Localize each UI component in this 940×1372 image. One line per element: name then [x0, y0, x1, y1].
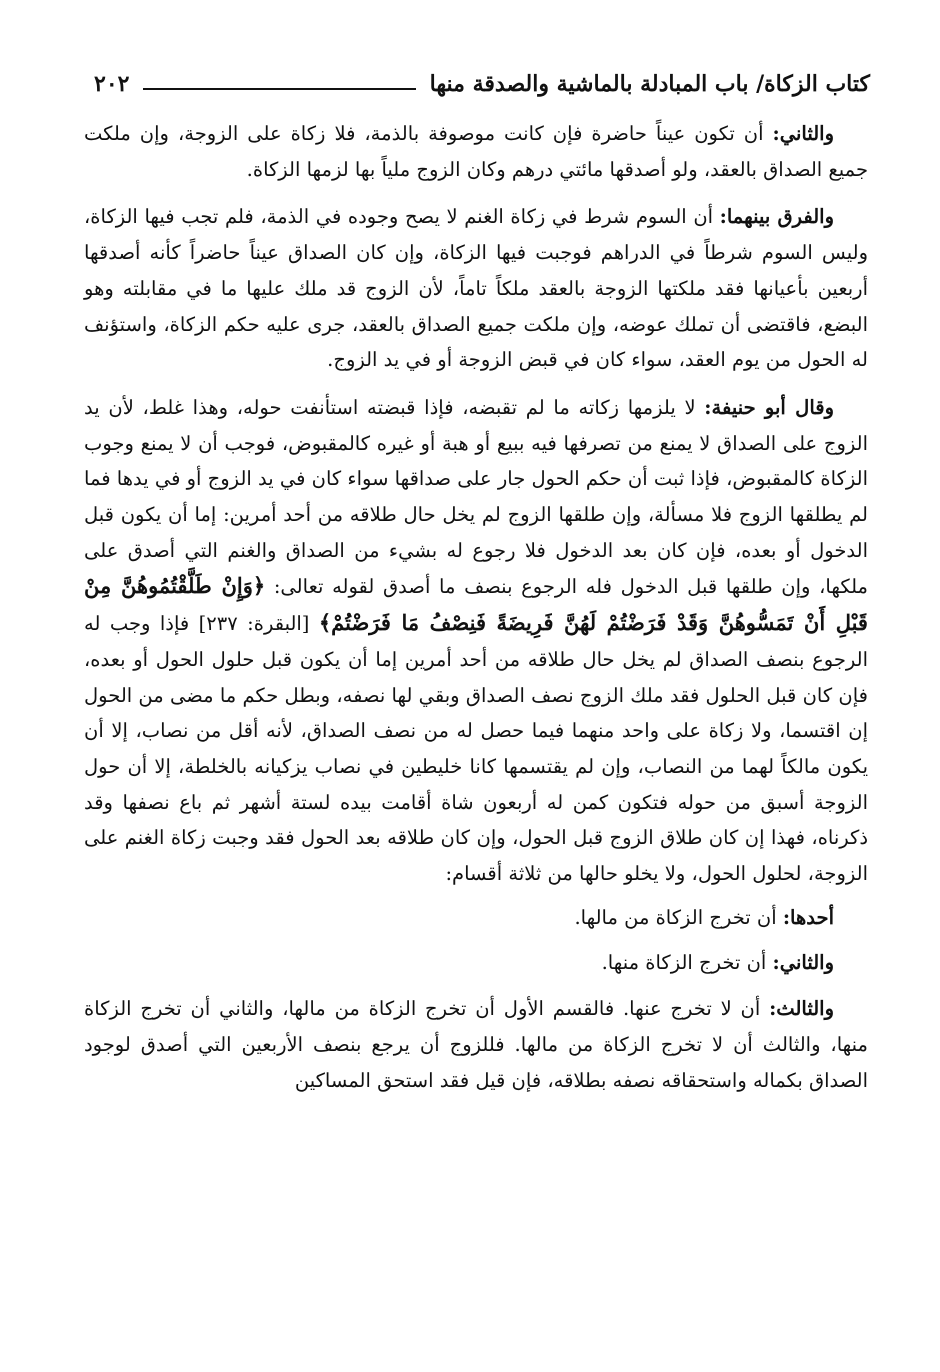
header-rule — [143, 88, 415, 90]
paragraph-third-case — [84, 991, 868, 1098]
paragraph-lead: والثالث: — [769, 997, 834, 1021]
paragraph-second-condition — [84, 116, 868, 187]
list-item-lead: والثاني: — [772, 951, 834, 975]
page-number: ٢٠٢ — [94, 71, 130, 97]
paragraph-lead: والثاني: — [772, 122, 834, 145]
list-item-lead: أحدها: — [782, 905, 834, 929]
paragraph-abu-hanifa — [84, 390, 868, 892]
paragraph-lead: والفرق بينهما: — [719, 205, 834, 229]
paragraph-text: أن السوم شرط في زكاة الغنم لا يصح وجوده في الذمة، فلم تجب فيها الزكاة، وليس السوم شرطاً في الدراهم فوجبت فيها الزكاة، وإن كان الصداق عيناً حاضراً كأنه أصدقها أربعين بأعيانها فقد ملكتها الزوجة بالعقد ملكاً تاماً، لأن الزوج قد ملك عليها ما في مقابلته وهو البضع، فاقتضى أن تملك عوضه، وإن ملكت جميع الصداق بالعقد، جرى عليه حكم الزكاة، واستؤنف له الحول من يوم العقد، سواء كان في قبض الزوجة أو في يد الزوج. — [84, 205, 868, 372]
running-header — [80, 64, 870, 104]
paragraph-text: أن تكون عيناً حاضرة فإن كانت موصوفة بالذمة، فلا زكاة على الزوجة، وإن ملكت جميع الصداق بالعقد، ولو أصدقها مائتي درهم وكان الزوج ملياً بها لزمها الزكاة. — [84, 122, 868, 181]
list-item-text: أن تخرج الزكاة منها. — [601, 951, 773, 975]
header-title: كتاب الزكاة/ باب المبادلة بالماشية والصدقة منها — [429, 71, 870, 97]
list-item-second — [84, 945, 868, 981]
paragraph-lead: وقال أبو حنيفة: — [704, 395, 835, 419]
quran-verse: ﴿وَإِنْ طَلَّقْتُمُوهُنَّ مِنْ قَبْلِ أَنْ تَمَسُّوهُنَّ وَقَدْ فَرَضْتُمْ لَهُنَّ فَرِيضَةً فَنِصْفُ مَا فَرَضْتُمْ﴾ — [84, 573, 868, 636]
list-item-text: أن تخرج الزكاة من مالها. — [574, 905, 783, 929]
paragraph-difference — [84, 199, 868, 378]
list-item-first — [84, 900, 868, 936]
paragraph-text: أن لا تخرج عنها. فالقسم الأول أن تخرج الزكاة من مالها، والثاني أن تخرج الزكاة منها، والثالث أن لا تخرج الزكاة من مالها. فللزوج أن يرجع بنصف الأربعين التي أصدق لوجود الصداق بكماله واستحقاقه نصفه بطلاقه، فإن قيل فقد استحق المساكين — [84, 997, 868, 1092]
paragraph-text-continued: [البقرة: ٢٣٧] فإذا وجب له الرجوع بنصف الصداق لم يخل حال طلاقه من أحد أمرين إما أن يكون قبل حلول الحول أو بعده، فإن كان قبل الحلول فقد ملك الزوج نصف الصداق وبقي لها نصفه، وبطل حكم ما مضى من الحول إن اقتسما، ولا زكاة على واحد منهما فيما حصل له من نصف الصداق، لأنه أقل من نصاب، إلا أن يكون مالكاً لهما من النصاب، وإن لم يقتسمها كانا خليطين في نصاب يزكيانه بالخلطة، إلا أن حول الزوجة أسبق من حوله فتكون كمن له أربعون شاة أقامت بيده لستة أشهر ثم باع نصفها وقد ذكرناه، فهذا إن كان طلاق الزوج قبل الحول، وإن كان طلاقه بعد الحول فقد وجبت زكاة الغنم على الزوجة، لحلول الحول، ولا يخلو حالها من ثلاثة أقسام: — [84, 612, 868, 886]
body-text — [84, 116, 868, 1110]
paragraph-text: لا يلزمها زكاته ما لم تقبضه، فإذا قبضته استأنفت حوله، وهذا غلط، لأن يد الزوج على الصداق لا يمنع من تصرفها فيه ببيع أو هبة أو غيره كالمقبوض، فوجب أن لا يمنع وجوب الزكاة كالمقبوض، فإذا ثبت أن حكم الحول جار على صداقها سواء كان في يد الزوج أو في يدها فما لم يطلقها الزوج فلا مسألة، وإن طلقها الزوج لم يخل حال طلاقه من أحد أمرين: إما أن يكون قبل الدخول أو بعده، فإن كان بعد الدخول فلا رجوع له بشيء من الصداق والغنم التي أصدق على ملكها، وإن طلقها قبل الدخول فله الرجوع بنصف ما أصدق لقوله تعالى: — [84, 395, 868, 599]
